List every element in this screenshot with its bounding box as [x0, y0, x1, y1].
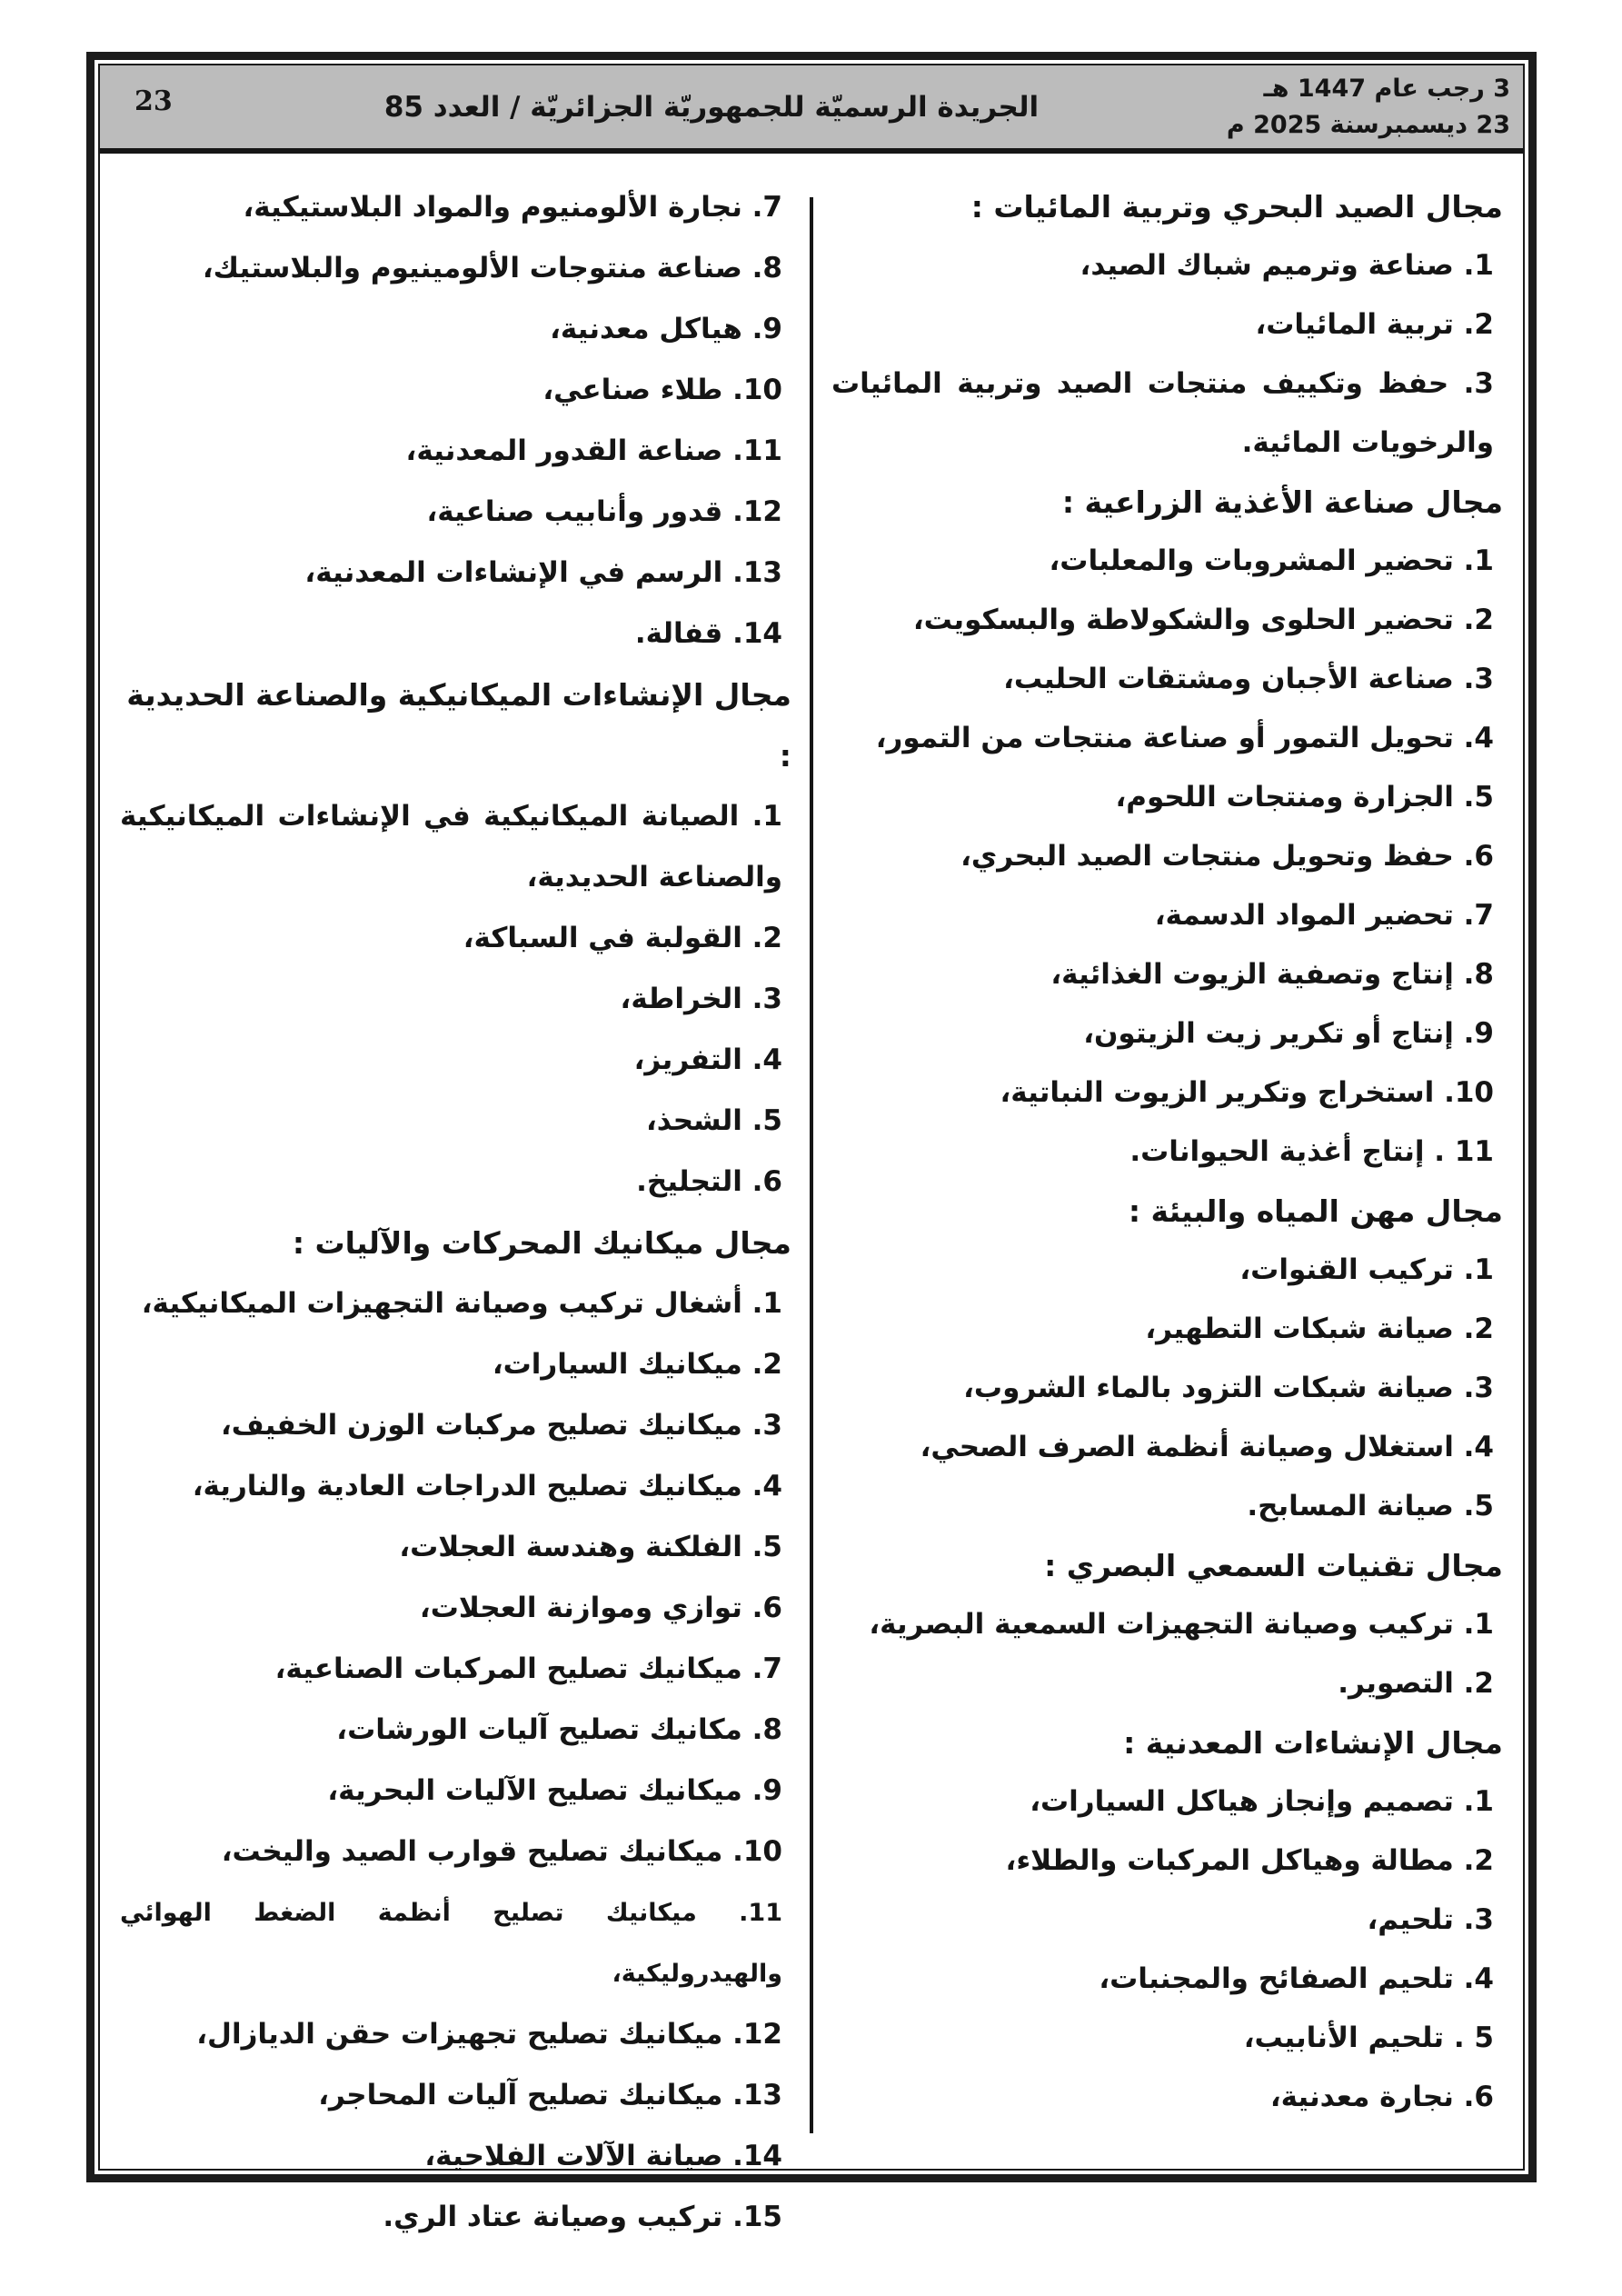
list-item: 1. تركيب وصيانة التجهيزات السمعية البصرية، [869, 1608, 1494, 1641]
section-heading: مجال ميكانيك المحركات والآليات : [292, 1225, 791, 1261]
list-item: 2. التصوير. [1338, 1667, 1494, 1700]
list-item: 2. تحضير الحلوى والشكولاطة والبسكويت، [912, 604, 1494, 636]
list-item: 6. التجليخ. [636, 1165, 782, 1198]
list-item: 9. ميكانيك تصليح الآليات البحرية، [327, 1774, 782, 1807]
section-heading: مجال تقنيات السمعي البصري : [1044, 1548, 1503, 1583]
list-item: 1. تحضير المشروبات والمعلبات، [1049, 544, 1494, 577]
list-item: 6. توازي وموازنة العجلات، [419, 1592, 782, 1624]
list-item: 2. صيانة شبكات التطهير، [1145, 1313, 1494, 1345]
list-item: 11 . إنتاج أغذية الحيوانات. [1129, 1135, 1494, 1168]
masthead [100, 65, 1523, 154]
list-item: 8. صناعة منتوجات الألومينيوم والبلاستيك، [202, 252, 782, 285]
list-item: 6. حفظ وتحويل منتجات الصيد البحري، [960, 840, 1494, 873]
list-item: 5. الجزارة ومنتجات اللحوم، [1115, 781, 1494, 814]
gazette-title: الجريدة الرسميّة للجمهوريّة الجزائريّة / العدد 85 [383, 90, 1040, 124]
column-right [811, 177, 1523, 2248]
column-left [100, 177, 811, 2248]
list-item: 2. القولبة في السباكة، [463, 922, 782, 954]
list-item: 15. تركيب وصيانة عتاد الري. [383, 2201, 782, 2233]
list-item: 3. صناعة الأجبان ومشتقات الحليب، [1003, 663, 1494, 695]
list-item: 2. مطالة وهياكل المركبات والطلاء، [1005, 1844, 1494, 1877]
list-item: 3. صيانة شبكات التزود بالماء الشروب، [963, 1372, 1494, 1404]
list-item: 10. ميكانيك تصليح قوارب الصيد واليخت، [221, 1835, 782, 1868]
page-frame [86, 52, 1537, 2233]
list-item: 9. إنتاج أو تكرير زيت الزيتون، [1083, 1017, 1494, 1050]
list-item: 1. صناعة وترميم شباك الصيد، [1080, 249, 1494, 282]
list-item: 8. إنتاج وتصفية الزيوت الغذائية، [1050, 958, 1494, 991]
list-item: 14. قفالة. [634, 617, 782, 650]
list-item: 9. هياكل معدنية، [550, 313, 782, 345]
list-item: 1. تصميم وإنجاز هياكل السيارات، [1030, 1785, 1494, 1818]
list-item: 4. تحويل التمور أو صناعة منتجات من التمور، [875, 722, 1494, 754]
list-item: 6. نجارة معدنية، [1269, 2081, 1494, 2113]
list-item: 4. ميكانيك تصليح الدراجات العادية والنارية، [192, 1470, 782, 1502]
list-item: 5. الشحذ، [646, 1104, 782, 1137]
list-item: 13. ميكانيك تصليح آليات المحاجر، [318, 2079, 782, 2111]
list-item: 8. مكانيك تصليح آليات الورشات، [336, 1713, 782, 1746]
list-item: 1. تركيب القنوات، [1239, 1253, 1494, 1286]
gregorian-date: 23 ديسمبرسنة 2025 م [1226, 110, 1510, 139]
column-divider [810, 197, 813, 2133]
section-heading: مجال صناعة الأغذية الزراعية : [1061, 484, 1503, 520]
list-item: 14. صيانة الآلات الفلاحية، [424, 2140, 782, 2172]
page-content [100, 154, 1523, 2248]
section-heading: مجال الصيد البحري وتربية المائيات : [970, 189, 1503, 225]
list-item: 4. تلحيم الصفائح والمجنبات، [1099, 1962, 1494, 1995]
list-item: 12. ميكانيك تصليح تجهيزات حقن الديازال، [196, 2018, 782, 2051]
page-frame-inner [98, 64, 1525, 2233]
page-number: 23 [134, 85, 173, 117]
list-item: 5. الفلكنة وهندسة العجلات، [399, 1531, 782, 1563]
list-item: 12. قدور وأنابيب صناعية، [426, 495, 782, 528]
section-heading: مجال الإنشاءات الميكانيكية والصناعة الحديدية : [126, 677, 791, 774]
hijri-date: 3 رجب عام 1447 هـ [1263, 74, 1510, 103]
list-item: 1. أشغال تركيب وصيانة التجهيزات الميكانيكية، [141, 1287, 782, 1320]
masthead-dates [1227, 71, 1510, 144]
list-item: 2. تربية المائيات، [1255, 308, 1494, 341]
list-item: 7. ميكانيك تصليح المركبات الصناعية، [274, 1652, 782, 1685]
list-item: 1. الصيانة الميكانيكية في الإنشاءات الميكانيكية والصناعة الحديدية، [120, 800, 782, 893]
list-item: 10. استخراج وتكرير الزيوت النباتية، [1000, 1076, 1494, 1109]
list-item: 7. نجارة الألومنيوم والمواد البلاستيكية، [243, 191, 782, 224]
list-item: 2. ميكانيك السيارات، [492, 1348, 782, 1381]
list-item: 7. تحضير المواد الدسمة، [1154, 899, 1494, 932]
list-item: 10. طلاء صناعي، [542, 374, 782, 406]
list-item: 5. صيانة المسابح. [1247, 1490, 1494, 1522]
section-heading: مجال الإنشاءات المعدنية : [1123, 1725, 1503, 1761]
section-heading: مجال مهن المياه والبيئة : [1128, 1193, 1503, 1229]
list-item: 4. استغلال وصيانة أنظمة الصرف الصحي، [920, 1431, 1494, 1463]
list-item: 3. الخراطة، [620, 983, 782, 1015]
list-item: 11. صناعة القدور المعدنية، [405, 434, 782, 467]
list-item: 3. حفظ وتكييف منتجات الصيد وتربية المائيات والرخويات المائية. [831, 367, 1494, 459]
list-item: 3. تلحيم، [1367, 1903, 1494, 1936]
list-item: 4. التفريز، [633, 1043, 782, 1076]
list-item: 3. ميكانيك تصليح مركبات الوزن الخفيف، [220, 1409, 782, 1442]
list-item: 5 . تلحيم الأنابيب، [1243, 2021, 1494, 2054]
list-item: 13. الرسم في الإنشاءات المعدنية، [304, 556, 782, 589]
list-item: 11. ميكانيك تصليح أنظمة الضغط الهوائي والهيدروليكية، [120, 1899, 782, 1988]
